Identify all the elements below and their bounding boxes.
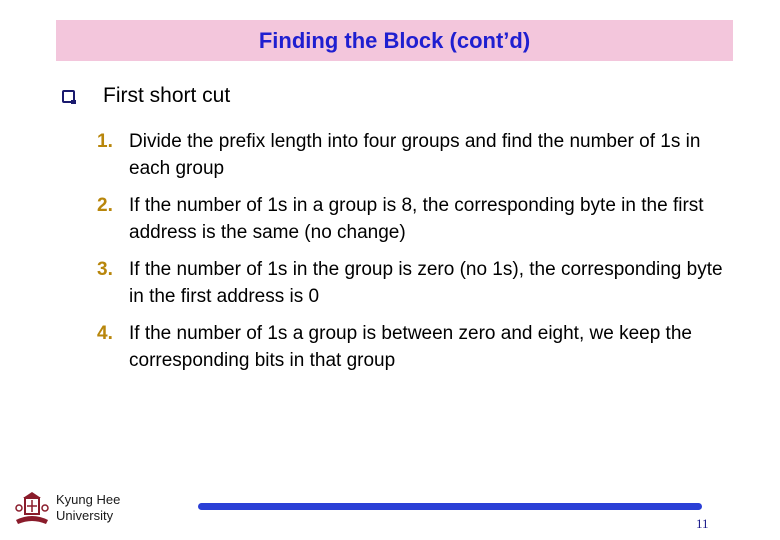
university-line-2: University	[56, 508, 114, 523]
university-line-1: Kyung Hee	[56, 492, 121, 507]
list-item	[97, 192, 737, 246]
item-number: 1.	[97, 131, 113, 152]
university-name	[56, 492, 120, 524]
bullet-text: First short cut	[103, 84, 231, 107]
item-text: Divide the prefix length into four groups and find the number of 1s in each group	[129, 131, 701, 179]
item-number: 2.	[97, 195, 113, 216]
university-logo	[12, 490, 120, 526]
list-item	[97, 320, 737, 374]
item-number: 3.	[97, 259, 113, 280]
item-text: If the number of 1s in the group is zero (no 1s), the corresponding byte in the first address is 0	[129, 259, 723, 307]
university-seal-icon	[12, 490, 52, 526]
steps-list	[97, 128, 737, 384]
main-bullet	[62, 84, 230, 108]
item-text: If the number of 1s in a group is 8, the corresponding byte in the first address is the same (no change)	[129, 195, 704, 243]
list-item	[97, 128, 737, 182]
title-band	[56, 20, 733, 61]
item-number: 4.	[97, 323, 113, 344]
page-number: 11	[696, 516, 709, 531]
footer-bar	[198, 503, 702, 510]
list-item	[97, 256, 737, 310]
item-text: If the number of 1s a group is between zero and eight, we keep the corresponding bits in that group	[129, 323, 692, 371]
square-bullet-icon	[62, 90, 75, 103]
slide-title: Finding the Block (cont’d)	[258, 27, 531, 53]
